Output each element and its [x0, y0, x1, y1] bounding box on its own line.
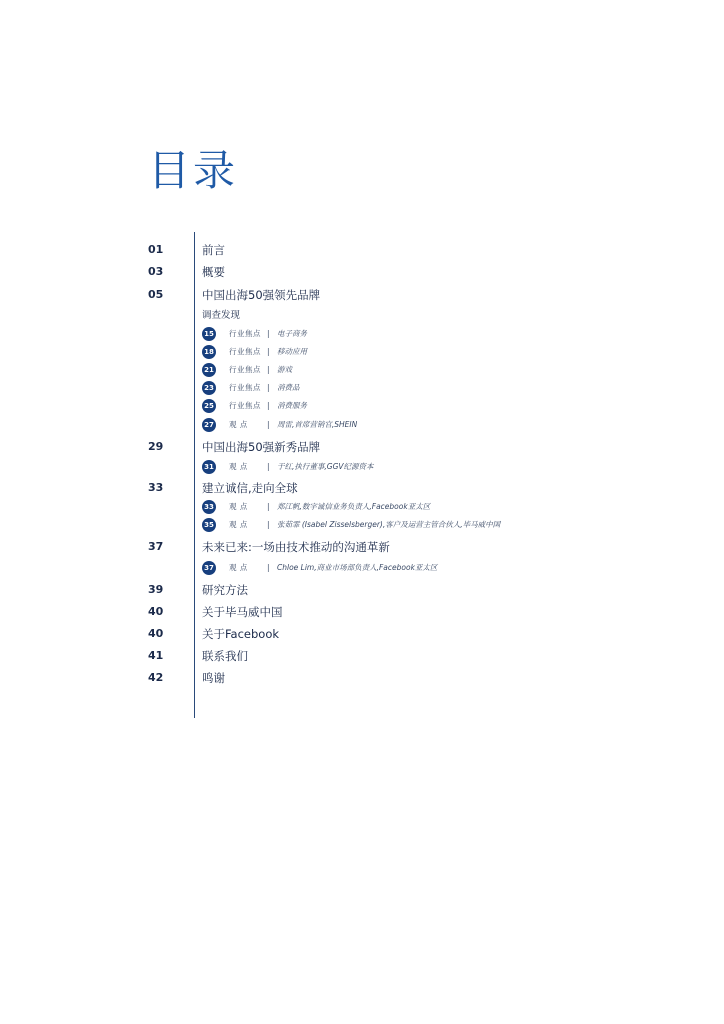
toc-entry[interactable]: [0, 478, 724, 498]
toc-sub-entry[interactable]: [0, 516, 724, 534]
toc-page-number: 40: [148, 627, 164, 640]
toc-title: 概要: [202, 265, 225, 279]
sub-detail: 电子商务: [277, 329, 307, 338]
toc-title: 中国出海50强领先品牌: [202, 288, 321, 302]
toc-entry[interactable]: [0, 285, 724, 305]
sub-detail: 张茹霏 (Isabel Zisselsberger),客户及运营主管合伙人,毕马威中国: [277, 520, 501, 529]
toc-sub-entry[interactable]: [0, 416, 724, 434]
toc-title: 中国出海50强新秀品牌: [202, 440, 321, 454]
toc-entry[interactable]: [0, 437, 724, 457]
separator: |: [267, 365, 270, 374]
page-number-badge: 31: [202, 460, 216, 474]
sub-detail: 消费服务: [277, 401, 307, 410]
page-number-badge: 21: [202, 363, 216, 377]
separator: |: [267, 329, 270, 338]
sub-detail: 周雷,首席营销官,SHEIN: [277, 420, 358, 429]
sub-detail: 于红,执行董事,GGV纪源资本: [277, 462, 374, 471]
toc-page-number: 39: [148, 583, 164, 596]
toc-entry[interactable]: [0, 240, 724, 260]
separator: |: [267, 563, 270, 572]
page-title: 目录: [148, 146, 239, 195]
page-number-badge: 25: [202, 399, 216, 413]
toc-title: 研究方法: [202, 583, 248, 597]
toc-sub-entry[interactable]: [0, 559, 724, 577]
toc-sub-entry[interactable]: [0, 343, 724, 361]
toc-page-number: 29: [148, 440, 164, 453]
toc-title: 关于毕马威中国: [202, 605, 283, 619]
toc-entry[interactable]: [0, 602, 724, 622]
sub-category: 观 点: [229, 563, 248, 572]
sub-category: 行业焦点: [229, 383, 261, 392]
toc-sub-entry[interactable]: [0, 498, 724, 516]
separator: |: [267, 347, 270, 356]
sub-category: 行业焦点: [229, 347, 261, 356]
toc-entry[interactable]: [0, 537, 724, 557]
toc-title: 联系我们: [202, 649, 248, 663]
toc-page-number: 37: [148, 540, 164, 553]
toc-subheading-row: [0, 306, 724, 326]
sub-detail: 消费品: [277, 383, 300, 392]
page-number-badge: 23: [202, 381, 216, 395]
toc-entry[interactable]: [0, 580, 724, 600]
sub-category: 行业焦点: [229, 365, 261, 374]
toc-title: 鸣谢: [202, 671, 225, 685]
page-number-badge: 37: [202, 561, 216, 575]
toc-page-number: 03: [148, 265, 164, 278]
toc-sub-entry[interactable]: [0, 325, 724, 343]
toc-page-number: 40: [148, 605, 164, 618]
toc-page-number: 33: [148, 481, 164, 494]
separator: |: [267, 502, 270, 511]
separator: |: [267, 383, 270, 392]
separator: |: [267, 462, 270, 471]
sub-detail: Chloe Lim,商业市场部负责人,Facebook亚太区: [277, 563, 438, 572]
toc-sub-entry[interactable]: [0, 361, 724, 379]
sub-category: 行业焦点: [229, 401, 261, 410]
page-number-badge: 35: [202, 518, 216, 532]
toc-title: 未来已来:一场由技术推动的沟通革新: [202, 540, 390, 554]
sub-detail: 移动应用: [277, 347, 307, 356]
toc-title: 前言: [202, 243, 225, 257]
toc-entry[interactable]: [0, 646, 724, 666]
toc-title: 关于Facebook: [202, 627, 280, 641]
separator: |: [267, 401, 270, 410]
toc-sub-entry[interactable]: [0, 379, 724, 397]
separator: |: [267, 520, 270, 529]
sub-category: 行业焦点: [229, 329, 261, 338]
sub-detail: 游戏: [277, 365, 292, 374]
separator: |: [267, 420, 270, 429]
toc-entry[interactable]: [0, 262, 724, 282]
toc-page-number: 41: [148, 649, 164, 662]
toc-sub-entry[interactable]: [0, 397, 724, 415]
toc-sub-entry[interactable]: [0, 458, 724, 476]
page-number-badge: 15: [202, 327, 216, 341]
sub-category: 观 点: [229, 462, 248, 471]
toc-entry[interactable]: [0, 624, 724, 644]
toc-title: 建立诚信,走向全球: [202, 481, 298, 495]
toc-entry[interactable]: [0, 668, 724, 688]
toc-page-number: 05: [148, 288, 164, 301]
sub-category: 观 点: [229, 520, 248, 529]
sub-category: 观 点: [229, 420, 248, 429]
page-number-badge: 33: [202, 500, 216, 514]
toc-page-number: 01: [148, 243, 164, 256]
toc-subheading: 调查发现: [202, 310, 241, 321]
toc-page-number: 42: [148, 671, 164, 684]
page-number-badge: 18: [202, 345, 216, 359]
sub-detail: 郑江帆,数字诚信业务负责人,Facebook亚太区: [277, 502, 431, 511]
sub-category: 观 点: [229, 502, 248, 511]
page-number-badge: 27: [202, 418, 216, 432]
